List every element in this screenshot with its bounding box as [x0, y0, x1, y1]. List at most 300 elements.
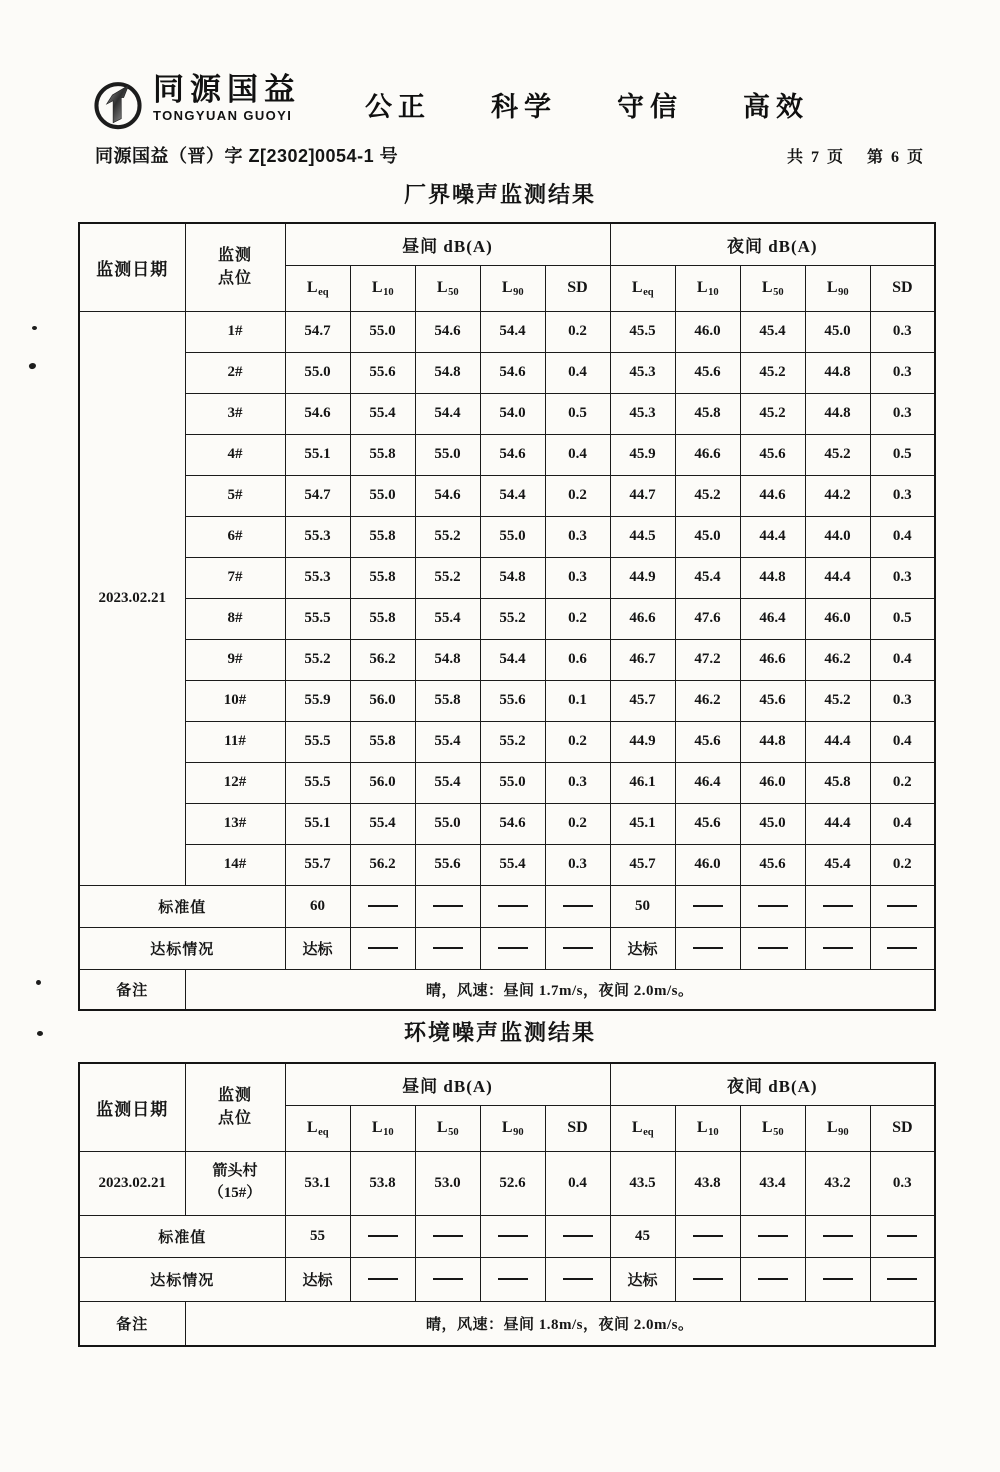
value-cell: 0.3 [870, 680, 935, 721]
value-cell: 45.0 [675, 516, 740, 557]
value-cell: 56.0 [350, 762, 415, 803]
value-cell: 0.2 [545, 721, 610, 762]
ambient-noise-table [78, 1062, 936, 1347]
data-row [79, 721, 935, 762]
value-cell: 54.6 [415, 311, 480, 352]
value-cell: 44.7 [610, 475, 675, 516]
standard-row [79, 885, 935, 927]
header-group-row [79, 1063, 935, 1105]
value-cell: 0.5 [870, 434, 935, 475]
col-header-sd [870, 265, 935, 311]
value-cell: 45.6 [740, 844, 805, 885]
value-cell: 55.9 [285, 680, 350, 721]
dash-line [758, 1235, 788, 1237]
compliance-row-cell [350, 1257, 415, 1301]
metric-subscript: eq [318, 1127, 329, 1138]
value-cell: 44.4 [805, 803, 870, 844]
col-group-night: 夜间 dB(A) [610, 1063, 935, 1105]
point-cell: 12# [185, 762, 285, 803]
value-cell: 56.0 [350, 680, 415, 721]
standard-row-cell [740, 1215, 805, 1257]
dash-line [758, 947, 788, 949]
value-cell: 45.6 [675, 352, 740, 393]
value-cell: 46.2 [675, 680, 740, 721]
dash-line [433, 1278, 463, 1280]
value-cell: 55.0 [415, 803, 480, 844]
metric-subscript: 50 [448, 1127, 459, 1138]
value-cell: 46.6 [675, 434, 740, 475]
value-cell: 45.6 [675, 803, 740, 844]
point-label-line: 监测 [217, 247, 252, 265]
dash-line [433, 947, 463, 949]
value-cell: 45.6 [740, 680, 805, 721]
value-cell: 55.2 [285, 639, 350, 680]
value-cell: 44.0 [805, 516, 870, 557]
standard-row-cell [480, 885, 545, 927]
col-header-l10 [675, 265, 740, 311]
value-cell: 55.3 [285, 557, 350, 598]
value-cell: 0.2 [545, 311, 610, 352]
col-header-l90 [480, 1105, 545, 1151]
compliance-row-cell: 达标 [285, 1257, 350, 1301]
compliance-row-cell [545, 1257, 610, 1301]
dash-line [498, 905, 528, 907]
value-cell: 56.2 [350, 639, 415, 680]
data-row [79, 516, 935, 557]
value-cell: 55.8 [350, 598, 415, 639]
compliance-row-cell: 达标 [610, 927, 675, 969]
value-cell: 54.0 [480, 393, 545, 434]
value-cell: 0.4 [870, 721, 935, 762]
data-row [79, 434, 935, 475]
value-cell: 43.8 [675, 1151, 740, 1215]
value-cell: 55.0 [480, 762, 545, 803]
point-cell: 3# [185, 393, 285, 434]
date-cell: 2023.02.21 [79, 311, 185, 885]
value-cell: 55.1 [285, 434, 350, 475]
value-cell: 53.1 [285, 1151, 350, 1215]
value-cell: 44.8 [805, 352, 870, 393]
standard-row-cell [545, 885, 610, 927]
point-label [186, 244, 285, 290]
metric-base: L [631, 279, 643, 296]
value-cell: 55.4 [415, 721, 480, 762]
table-body [79, 311, 935, 1010]
compliance-row-cell [480, 927, 545, 969]
value-cell: 45.2 [740, 352, 805, 393]
metric-subscript: 50 [773, 1127, 784, 1138]
standard-row-cell [415, 885, 480, 927]
point-cell: 1# [185, 311, 285, 352]
value-cell: 45.2 [805, 434, 870, 475]
point-cell: 7# [185, 557, 285, 598]
slogan-fairness: 公正 [365, 92, 431, 122]
data-row [79, 1151, 935, 1215]
value-cell: 54.4 [415, 393, 480, 434]
standard-row-cell [415, 1215, 480, 1257]
value-cell: 44.9 [610, 557, 675, 598]
col-header-date: 监测日期 [79, 223, 185, 311]
compliance-row-cell [870, 927, 935, 969]
standard-row-cell: 60 [285, 885, 350, 927]
metric-subscript: 10 [383, 287, 394, 298]
date-cell: 2023.02.21 [79, 1151, 185, 1215]
metric-subscript: 10 [708, 1127, 719, 1138]
metric-base: L [371, 279, 383, 296]
value-cell: 45.8 [805, 762, 870, 803]
metric-base: L [306, 1119, 318, 1136]
data-row [79, 803, 935, 844]
compliance-row-cell [870, 1257, 935, 1301]
metric-subscript: 50 [448, 287, 459, 298]
col-group-day: 昼间 dB(A) [285, 223, 610, 265]
value-cell: 44.8 [740, 721, 805, 762]
value-cell: 0.3 [870, 475, 935, 516]
value-cell: 45.5 [610, 311, 675, 352]
value-cell: 44.2 [805, 475, 870, 516]
dash-line [887, 1278, 917, 1280]
metric-base: L [696, 1119, 708, 1136]
dash-line [823, 1235, 853, 1237]
dash-line [563, 947, 593, 949]
value-cell: 45.4 [740, 311, 805, 352]
dash-line [823, 905, 853, 907]
point-label-line: 监测 [217, 1087, 252, 1105]
col-header-l10 [675, 1105, 740, 1151]
value-cell: 45.7 [610, 844, 675, 885]
point-value [186, 1161, 285, 1205]
doc-meta-line [95, 142, 925, 168]
point-label-line: 点位 [217, 1110, 252, 1128]
value-cell: 55.6 [350, 352, 415, 393]
point-cell: 5# [185, 475, 285, 516]
metric-base: L [761, 1119, 773, 1136]
value-cell: 55.2 [415, 516, 480, 557]
remark-label: 备注 [79, 1301, 185, 1346]
value-cell: 46.0 [675, 844, 740, 885]
value-cell: 45.3 [610, 352, 675, 393]
value-cell: 0.3 [870, 311, 935, 352]
value-cell: 0.2 [870, 844, 935, 885]
data-row [79, 475, 935, 516]
value-cell: 55.4 [350, 393, 415, 434]
boundary-noise-title: 厂界噪声监测结果 [403, 182, 596, 207]
value-cell: 45.1 [610, 803, 675, 844]
value-cell: 56.2 [350, 844, 415, 885]
value-cell: 54.4 [480, 639, 545, 680]
value-cell: 46.0 [675, 311, 740, 352]
standard-row-cell [870, 1215, 935, 1257]
value-cell: 53.8 [350, 1151, 415, 1215]
compliance-row-cell [805, 927, 870, 969]
value-cell: 0.3 [545, 557, 610, 598]
value-cell: 0.3 [545, 844, 610, 885]
value-cell: 44.4 [740, 516, 805, 557]
value-cell: 46.6 [610, 598, 675, 639]
value-cell: 54.6 [480, 434, 545, 475]
value-cell: 52.6 [480, 1151, 545, 1215]
metric-base: L [436, 1119, 448, 1136]
metric-subscript: 10 [383, 1127, 394, 1138]
value-cell: 45.4 [805, 844, 870, 885]
value-cell: 0.3 [870, 1151, 935, 1215]
dash-line [368, 947, 398, 949]
value-cell: 47.6 [675, 598, 740, 639]
col-header-l50 [415, 1105, 480, 1151]
value-cell: 44.6 [740, 475, 805, 516]
value-cell: 55.5 [285, 598, 350, 639]
value-cell: 55.2 [480, 598, 545, 639]
standard-row-cell [675, 885, 740, 927]
col-header-l50 [740, 265, 805, 311]
dash-line [823, 947, 853, 949]
standard-row-label: 标准值 [79, 885, 285, 927]
dash-line [693, 1278, 723, 1280]
metric-base: SD [892, 279, 913, 296]
compliance-row-cell [350, 927, 415, 969]
boundary-noise-table [78, 222, 936, 1011]
remark-text: 晴，风速：昼间 1.8m/s，夜间 2.0m/s。 [185, 1301, 935, 1346]
value-cell: 55.4 [415, 598, 480, 639]
point-cell: 13# [185, 803, 285, 844]
col-header-point [185, 1063, 285, 1151]
data-row [79, 393, 935, 434]
metric-base: L [436, 279, 448, 296]
value-cell: 45.0 [805, 311, 870, 352]
dash-line [498, 947, 528, 949]
value-cell: 44.4 [805, 721, 870, 762]
value-cell: 46.6 [740, 639, 805, 680]
company-logo-icon [92, 78, 144, 130]
value-cell: 45.2 [805, 680, 870, 721]
value-cell: 55.7 [285, 844, 350, 885]
metric-subscript: 90 [838, 287, 849, 298]
value-cell: 45.2 [675, 475, 740, 516]
standard-row-cell [675, 1215, 740, 1257]
value-cell: 44.8 [805, 393, 870, 434]
metric-base: L [501, 279, 513, 296]
value-cell: 0.2 [545, 803, 610, 844]
value-cell: 55.2 [480, 721, 545, 762]
dash-line [887, 1235, 917, 1237]
data-row [79, 844, 935, 885]
value-cell: 55.1 [285, 803, 350, 844]
value-cell: 54.7 [285, 475, 350, 516]
dash-line [693, 1235, 723, 1237]
col-group-day: 昼间 dB(A) [285, 1063, 610, 1105]
value-cell: 55.8 [350, 721, 415, 762]
metric-base: L [696, 279, 708, 296]
col-header-l10 [350, 1105, 415, 1151]
metric-subscript: eq [643, 287, 654, 298]
value-cell: 44.9 [610, 721, 675, 762]
compliance-row [79, 1257, 935, 1301]
company-brand [92, 74, 301, 130]
value-cell: 0.2 [545, 598, 610, 639]
header-group-row [79, 223, 935, 265]
value-cell: 55.0 [480, 516, 545, 557]
metric-subscript: 90 [513, 1127, 524, 1138]
value-cell: 0.5 [870, 598, 935, 639]
point-label-line: 点位 [217, 270, 252, 288]
standard-row [79, 1215, 935, 1257]
metric-base: L [501, 1119, 513, 1136]
compliance-row [79, 927, 935, 969]
ambient-noise-title: 环境噪声监测结果 [403, 1020, 596, 1045]
value-cell: 45.6 [675, 721, 740, 762]
company-slogans [365, 85, 809, 124]
slogan-science: 科学 [491, 92, 557, 122]
compliance-row-cell [740, 1257, 805, 1301]
standard-row-cell [545, 1215, 610, 1257]
page-info [787, 144, 925, 167]
data-row [79, 639, 935, 680]
value-cell: 0.4 [870, 516, 935, 557]
value-cell: 54.4 [480, 475, 545, 516]
dash-line [368, 1278, 398, 1280]
point-cell: 11# [185, 721, 285, 762]
point-label [186, 1084, 285, 1130]
dash-line [758, 905, 788, 907]
slogan-integrity: 守信 [617, 92, 683, 122]
remark-row [79, 1301, 935, 1346]
value-cell: 46.2 [805, 639, 870, 680]
compliance-row-cell [545, 927, 610, 969]
compliance-row-cell: 达标 [285, 927, 350, 969]
value-cell: 55.0 [350, 475, 415, 516]
dash-line [563, 1278, 593, 1280]
col-header-point [185, 223, 285, 311]
ink-speck [37, 1031, 43, 1036]
page-current: 第 6 页 [866, 149, 925, 166]
table-body [79, 1151, 935, 1346]
metric-subscript: eq [318, 287, 329, 298]
ink-speck [32, 326, 37, 330]
standard-row-cell [805, 1215, 870, 1257]
value-cell: 55.4 [480, 844, 545, 885]
value-cell: 0.3 [870, 352, 935, 393]
value-cell: 44.8 [740, 557, 805, 598]
dash-line [433, 1235, 463, 1237]
point-cell: 2# [185, 352, 285, 393]
value-cell: 45.3 [610, 393, 675, 434]
value-cell: 44.5 [610, 516, 675, 557]
value-cell: 45.9 [610, 434, 675, 475]
dash-line [368, 905, 398, 907]
value-cell: 43.4 [740, 1151, 805, 1215]
compliance-row-cell [415, 1257, 480, 1301]
compliance-row-cell [675, 1257, 740, 1301]
data-row [79, 598, 935, 639]
value-cell: 55.6 [480, 680, 545, 721]
logo-name-en: TONGYUAN GUOYI [153, 108, 293, 123]
value-cell: 45.2 [740, 393, 805, 434]
dash-line [563, 1235, 593, 1237]
value-cell: 45.7 [610, 680, 675, 721]
data-row [79, 680, 935, 721]
col-header-l90 [805, 1105, 870, 1151]
standard-row-cell: 45 [610, 1215, 675, 1257]
value-cell: 43.2 [805, 1151, 870, 1215]
value-cell: 0.4 [545, 1151, 610, 1215]
point-cell: 6# [185, 516, 285, 557]
table-head [79, 223, 935, 311]
value-cell: 55.4 [350, 803, 415, 844]
value-cell: 55.5 [285, 762, 350, 803]
table-head [79, 1063, 935, 1151]
value-cell: 0.4 [545, 352, 610, 393]
value-cell: 46.1 [610, 762, 675, 803]
col-header-sd [870, 1105, 935, 1151]
dash-line [887, 947, 917, 949]
col-header-date: 监测日期 [79, 1063, 185, 1151]
value-cell: 55.8 [350, 434, 415, 475]
standard-row-cell: 55 [285, 1215, 350, 1257]
value-cell: 0.3 [545, 516, 610, 557]
value-cell: 0.1 [545, 680, 610, 721]
col-header-leq [610, 1105, 675, 1151]
standard-row-cell [870, 885, 935, 927]
value-cell: 54.8 [415, 352, 480, 393]
dash-line [823, 1278, 853, 1280]
remark-text: 晴，风速：昼间 1.7m/s，夜间 2.0m/s。 [185, 969, 935, 1010]
value-cell: 45.8 [675, 393, 740, 434]
point-value-line: 箭头村 [212, 1163, 258, 1180]
compliance-row-cell [740, 927, 805, 969]
value-cell: 0.2 [870, 762, 935, 803]
standard-row-cell [805, 885, 870, 927]
col-header-l90 [480, 265, 545, 311]
ink-speck [36, 980, 41, 985]
logo-name-cn: 同源国益 [153, 72, 301, 107]
col-group-night: 夜间 dB(A) [610, 223, 935, 265]
value-cell: 45.4 [675, 557, 740, 598]
value-cell: 0.6 [545, 639, 610, 680]
value-cell: 54.6 [480, 352, 545, 393]
value-cell: 54.6 [480, 803, 545, 844]
value-cell: 55.0 [350, 311, 415, 352]
col-header-leq [285, 265, 350, 311]
metric-base: SD [567, 1119, 588, 1136]
point-value-line: （15#） [208, 1185, 262, 1201]
col-header-l90 [805, 265, 870, 311]
metric-subscript: 10 [708, 287, 719, 298]
standard-row-cell [480, 1215, 545, 1257]
value-cell: 55.4 [415, 762, 480, 803]
dash-line [693, 905, 723, 907]
value-cell: 46.0 [805, 598, 870, 639]
value-cell: 0.4 [545, 434, 610, 475]
metric-base: L [826, 279, 838, 296]
point-cell: 9# [185, 639, 285, 680]
dash-line [693, 947, 723, 949]
value-cell: 0.3 [870, 557, 935, 598]
compliance-row-cell [805, 1257, 870, 1301]
compliance-row-cell: 达标 [610, 1257, 675, 1301]
dash-line [498, 1235, 528, 1237]
dash-line [758, 1278, 788, 1280]
value-cell: 46.7 [610, 639, 675, 680]
value-cell: 0.3 [545, 762, 610, 803]
standard-row-cell: 50 [610, 885, 675, 927]
data-row [79, 557, 935, 598]
value-cell: 54.6 [415, 475, 480, 516]
dash-line [563, 905, 593, 907]
value-cell: 43.5 [610, 1151, 675, 1215]
metric-subscript: 90 [513, 287, 524, 298]
data-row [79, 352, 935, 393]
col-header-sd [545, 265, 610, 311]
